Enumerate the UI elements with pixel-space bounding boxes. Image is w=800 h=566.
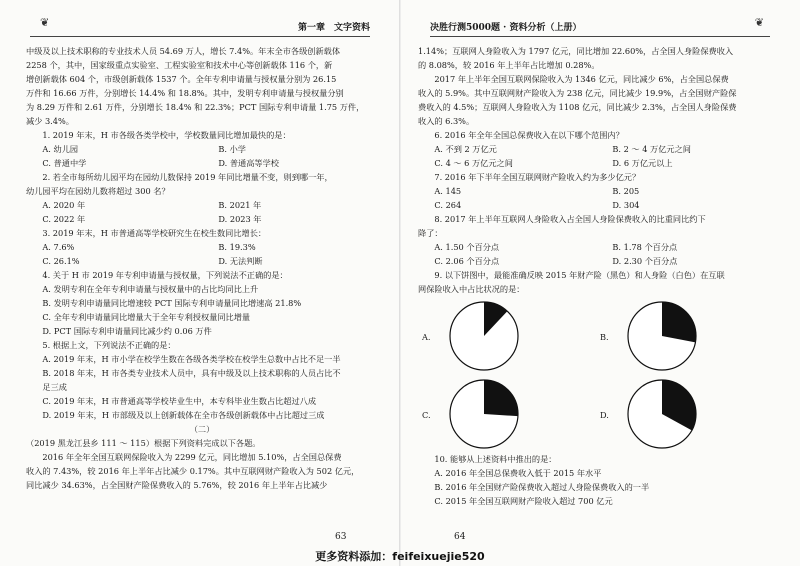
pie-options-grid — [418, 300, 774, 450]
option: C. 2015 年全国互联网财产险收入超过 700 亿元 — [434, 496, 613, 506]
question-1-options — [26, 142, 378, 170]
question-8-stem: 8. 2017 年上半年互联网人身险收入占全国人身险保费收入的比重同比约下 — [434, 214, 706, 224]
option: A. 2016 年全国总保费收入低于 2015 年水平 — [434, 468, 602, 478]
pie-chart-a — [448, 300, 520, 372]
pie-label: C. — [422, 410, 431, 420]
leaf-ornament-icon: ❦ — [40, 16, 50, 29]
pie-chart-d — [626, 378, 698, 450]
section-intro: （2019 黑龙江县乡 111 ～ 115）根据下列资料完成以下各题。 — [26, 438, 261, 448]
book-title: 决胜行测5000题 · 资料分析（上册） — [430, 23, 582, 33]
option: C. 普通中学 — [42, 158, 87, 168]
option: A. 145 — [434, 186, 462, 196]
pie-chart-b — [626, 300, 698, 372]
pie-label: D. — [600, 410, 609, 420]
option: C. 4 ～ 6 万亿元之间 — [434, 158, 513, 168]
question-3-stem: 3. 2019 年末，H 市普通高等学校研究生在校生数同比增长： — [42, 228, 267, 238]
left-page-body — [26, 44, 378, 492]
chapter-title: 第一章 文字资料 — [297, 23, 370, 33]
pie-option-b — [596, 300, 774, 372]
question-2-stem-cont: 幼儿园平均在园幼儿数将超过 300 名？ — [26, 186, 170, 196]
option: A. 幼儿园 — [42, 144, 79, 154]
pie-option-d — [596, 378, 774, 450]
option: D. 无法判断 — [218, 256, 263, 266]
text-line: 2016 年全年全国互联网保险收入为 2299 亿元，同比增加 5.10%，占全国总保费 — [42, 452, 342, 462]
text-line: 减少 3.4%。 — [26, 116, 74, 126]
text-line: 同比减少 34.63%，占全国财产险保费收入的 5.76%，较 2016 年上半年占比减少 — [26, 480, 328, 490]
text-line: 1.14%；互联网人身险收入为 1797 亿元，同比增加 22.60%，占全国人身险保费收入 — [418, 46, 734, 56]
pie-label: A. — [422, 332, 431, 342]
option: A. 发明专利在全年专利申请量与授权量中的占比均同比上升 — [42, 284, 259, 294]
option: A. 2019 年末，H 市小学在校学生数在各级各类学校在校学生总数中占比不足一半 — [42, 354, 341, 364]
option: B. 1.78 个百分点 — [612, 242, 678, 252]
option: D. PCT 国际专利申请量同比减少约 0.06 万件 — [42, 326, 212, 336]
option: B. 205 — [612, 186, 640, 196]
text-line: 2017 年上半年全国互联网保险收入为 1346 亿元，同比减少 6%，占全国总保费 — [434, 74, 729, 84]
page-number: 63 — [335, 532, 347, 542]
footer-watermark: 更多资料添加：feifeixuejie520 — [315, 550, 485, 563]
text-line: 增创新载体 604 个，市级创新载体 1537 个。全年专利申请量与授权量分别为 26.15 — [26, 74, 337, 84]
question-3-options — [26, 240, 378, 268]
question-10-stem: 10. 能够从上述资料中推出的是： — [434, 454, 557, 464]
option: C. 2022 年 — [42, 214, 86, 224]
pie-option-c — [418, 378, 596, 450]
pie-option-a — [418, 300, 596, 372]
option: C. 2.06 个百分点 — [434, 256, 500, 266]
question-7-options — [418, 184, 774, 212]
question-9-stem: 9. 以下饼图中，最能准确反映 2015 年财产险（黑色）和人身险（白色）在互联 — [434, 270, 725, 280]
text-line: 中级及以上技术职称的专业技术人员 54.69 万人，增长 7.4%。年末全市各级创新载体 — [26, 46, 341, 56]
option: B. 2 ～ 4 万亿元之间 — [612, 144, 691, 154]
pie-chart-c — [448, 378, 520, 450]
right-page-body — [418, 44, 774, 508]
option-cont: 足三成 — [42, 382, 67, 392]
option: B. 发明专利申请量同比增速较 PCT 国际专利申请量同比增速高 21.8% — [42, 298, 302, 308]
option: A. 不到 2 万亿元 — [434, 144, 497, 154]
option: A. 1.50 个百分点 — [434, 242, 500, 252]
option: C. 2019 年末，H 市普通高等学校毕业生中，本专科毕业生数占比超过八成 — [42, 396, 317, 406]
text-line: 收入的 6.3%。 — [418, 116, 475, 126]
option: D. 普通高等学校 — [218, 158, 279, 168]
pie-black-slice — [662, 302, 696, 342]
question-1-stem: 1. 2019 年末，H 市各级各类学校中，学校数量同比增加最快的是： — [42, 130, 291, 140]
question-2-stem: 2. 若全市每所幼儿园平均在园幼儿数保持 2019 年同比增量不变，则到哪一年， — [42, 172, 333, 182]
section-heading: （二） — [189, 424, 215, 434]
text-line: 收入的 7.43%，较 2016 年上半年占比减少 0.17%。其中互联网财产险收入为 502 亿元， — [26, 466, 360, 476]
right-page — [400, 0, 800, 566]
pie-label: B. — [600, 332, 609, 342]
leaf-ornament-icon: ❦ — [754, 16, 764, 29]
option: C. 26.1% — [42, 256, 80, 266]
question-5-stem: 5. 根据上文，下列说法不正确的是： — [42, 340, 176, 350]
question-8-options — [418, 240, 774, 268]
option: C. 全年专利申请量同比增量大于全年专利授权量同比增量 — [42, 312, 251, 322]
question-6-options — [418, 142, 774, 170]
question-4-stem: 4. 关于 H 市 2019 年专利申请量与授权量，下列说法不正确的是： — [42, 270, 288, 280]
option: A. 2020 年 — [42, 200, 86, 210]
option: B. 19.3% — [218, 242, 256, 252]
text-line: 万件和 16.66 万件，分别增长 14.4% 和 18.8%。其中，发明专利申请量与授权量分别 — [26, 88, 344, 98]
question-6-stem: 6. 2016 年全年全国总保费收入在以下哪个范围内？ — [434, 130, 624, 140]
question-9-stem-cont: 网保险收入中占比状况的是： — [418, 284, 525, 294]
text-line: 收入的 5.9%。其中互联网财产险收入为 238 亿元，同比减少 19.9%，占全国财产险保 — [418, 88, 737, 98]
option: C. 264 — [434, 200, 462, 210]
right-header — [430, 14, 770, 37]
option: D. 6 万亿元以上 — [612, 158, 673, 168]
option: D. 2.30 个百分点 — [612, 256, 678, 266]
option: B. 2016 年全国财产险保费收入超过人身险保费收入的一半 — [434, 482, 650, 492]
text-line: 为 8.29 万件和 2.61 万件，分别增长 18.4% 和 22.3%；PCT 国际专利申请量 1.75 万件， — [26, 102, 365, 112]
text-line: 的 8.08%，较 2016 年上半年占比增加 0.28%。 — [418, 60, 600, 70]
option: D. 2023 年 — [218, 214, 262, 224]
text-line: 费收入的 4.5%；互联网人身险收入为 1108 亿元，同比减少 2.3%，占全国人身险保费 — [418, 102, 737, 112]
pie-black-slice — [484, 380, 518, 416]
left-header — [30, 14, 370, 37]
question-8-stem-cont: 降了： — [418, 228, 443, 238]
option: B. 2021 年 — [218, 200, 262, 210]
question-7-stem: 7. 2016 年下半年全国互联网财产险收入约为多少亿元？ — [434, 172, 641, 182]
question-2-options — [26, 198, 378, 226]
page-number: 64 — [454, 532, 466, 542]
option: B. 小学 — [218, 144, 246, 154]
option: D. 2019 年末，H 市部级及以上创新载体在全市各级创新载体中占比超过三成 — [42, 410, 325, 420]
option: B. 2018 年末，H 市各类专业技术人员中，具有中级及以上技术职称的人员占比不 — [42, 368, 341, 378]
option: D. 304 — [612, 200, 640, 210]
text-line: 2258 个，其中，国家级重点实验室、工程实验室和技术中心等创新载体 116 个，新 — [26, 60, 333, 70]
option: A. 7.6% — [42, 242, 75, 252]
